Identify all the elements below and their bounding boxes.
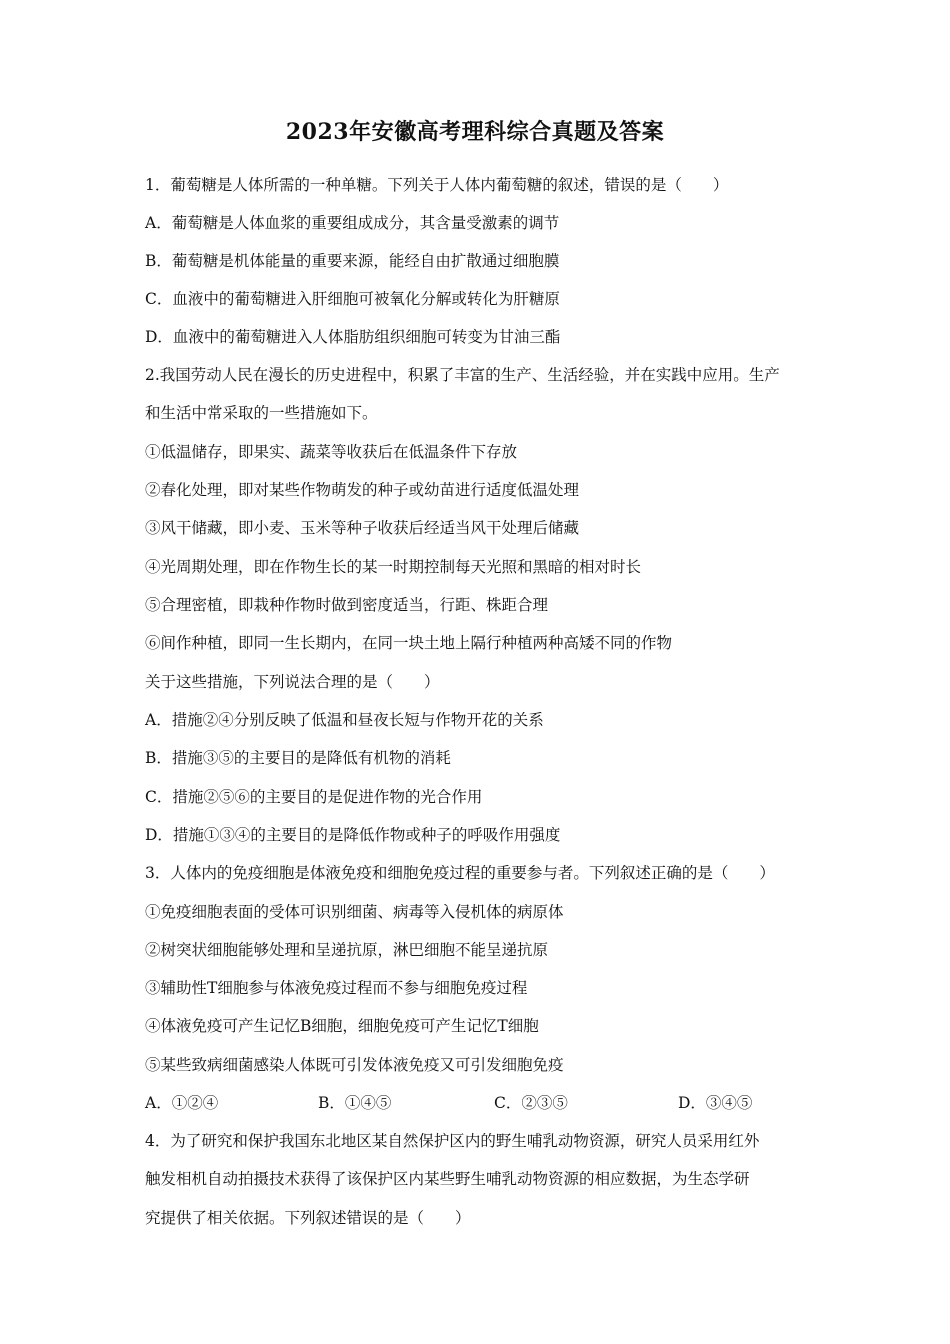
q4-stem-line-3: 究提供了相关依据。下列叙述错误的是（ ） — [145, 1209, 471, 1227]
q1-option-b: B．葡萄糖是机体能量的重要来源，能经自由扩散通过细胞膜 — [145, 252, 560, 270]
q4-stem-line-2: 触发相机自动拍摄技术获得了该保护区内某些野生哺乳动物资源的相应数据，为生态学研 — [145, 1170, 750, 1188]
q1-option-c: C．血液中的葡萄糖进入肝细胞可被氧化分解或转化为肝糖原 — [145, 290, 560, 308]
q3-stem: 3．人体内的免疫细胞是体液免疫和细胞免疫过程的重要参与者。下列叙述正确的是（ ） — [145, 864, 775, 882]
q3-statement-1: ①免疫细胞表面的受体可识别细菌、病毒等入侵机体的病原体 — [145, 903, 564, 921]
q3-option-a: A．①②④ — [145, 1094, 219, 1112]
q2-measure-1: ①低温储存，即果实、蔬菜等收获后在低温条件下存放 — [145, 443, 518, 461]
q2-question: 关于这些措施，下列说法合理的是（ ） — [145, 673, 440, 691]
q1-stem: 1．葡萄糖是人体所需的一种单糖。下列关于人体内葡萄糖的叙述，错误的是（ ） — [145, 176, 729, 194]
q3-option-b: B．①④⑤ — [318, 1094, 392, 1112]
q1-option-d: D．血液中的葡萄糖进入人体脂肪组织细胞可转变为甘油三酯 — [145, 328, 561, 346]
q2-stem-line-1: 2.我国劳动人民在漫长的历史进程中，积累了丰富的生产、生活经验，并在实践中应用。生产 — [145, 366, 780, 384]
q2-option-d: D．措施①③④的主要目的是降低作物或种子的呼吸作用强度 — [145, 826, 561, 844]
q2-measure-2: ②春化处理，即对某些作物萌发的种子或幼苗进行适度低温处理 — [145, 481, 580, 499]
q1-option-a: A．葡萄糖是人体血浆的重要组成成分，其含量受激素的调节 — [145, 214, 560, 232]
q2-option-a: A．措施②④分别反映了低温和昼夜长短与作物开花的关系 — [145, 711, 544, 729]
q3-option-c: C．②③⑤ — [494, 1094, 568, 1112]
q3-statement-4: ④体液免疫可产生记忆B细胞，细胞免疫可产生记忆T细胞 — [145, 1017, 539, 1035]
q4-stem-line-1: 4．为了研究和保护我国东北地区某自然保护区内的野生哺乳动物资源，研究人员采用红外 — [145, 1132, 760, 1150]
q2-measure-6: ⑥间作种植，即同一生长期内，在同一块土地上隔行种植两种高矮不同的作物 — [145, 634, 673, 652]
q2-measure-4: ④光周期处理，即在作物生长的某一时期控制每天光照和黑暗的相对时长 — [145, 558, 642, 576]
q2-option-b: B．措施③⑤的主要目的是降低有机物的消耗 — [145, 749, 451, 767]
q3-statement-2: ②树突状细胞能够处理和呈递抗原，淋巴细胞不能呈递抗原 — [145, 941, 549, 959]
q2-measure-5: ⑤合理密植，即栽种作物时做到密度适当，行距、株距合理 — [145, 596, 549, 614]
q3-statement-5: ⑤某些致病细菌感染人体既可引发体液免疫又可引发细胞免疫 — [145, 1056, 564, 1074]
q3-statement-3: ③辅助性T细胞参与体液免疫过程而不参与细胞免疫过程 — [145, 979, 528, 997]
q3-option-d: D．③④⑤ — [678, 1094, 753, 1112]
document-title: 2023年安徽高考理科综合真题及答案 — [285, 119, 665, 145]
q2-measure-3: ③风干储藏，即小麦、玉米等种子收获后经适当风干处理后储藏 — [145, 519, 580, 537]
q2-option-c: C．措施②⑤⑥的主要目的是促进作物的光合作用 — [145, 788, 483, 806]
q2-stem-line-2: 和生活中常采取的一些措施如下。 — [145, 404, 378, 422]
